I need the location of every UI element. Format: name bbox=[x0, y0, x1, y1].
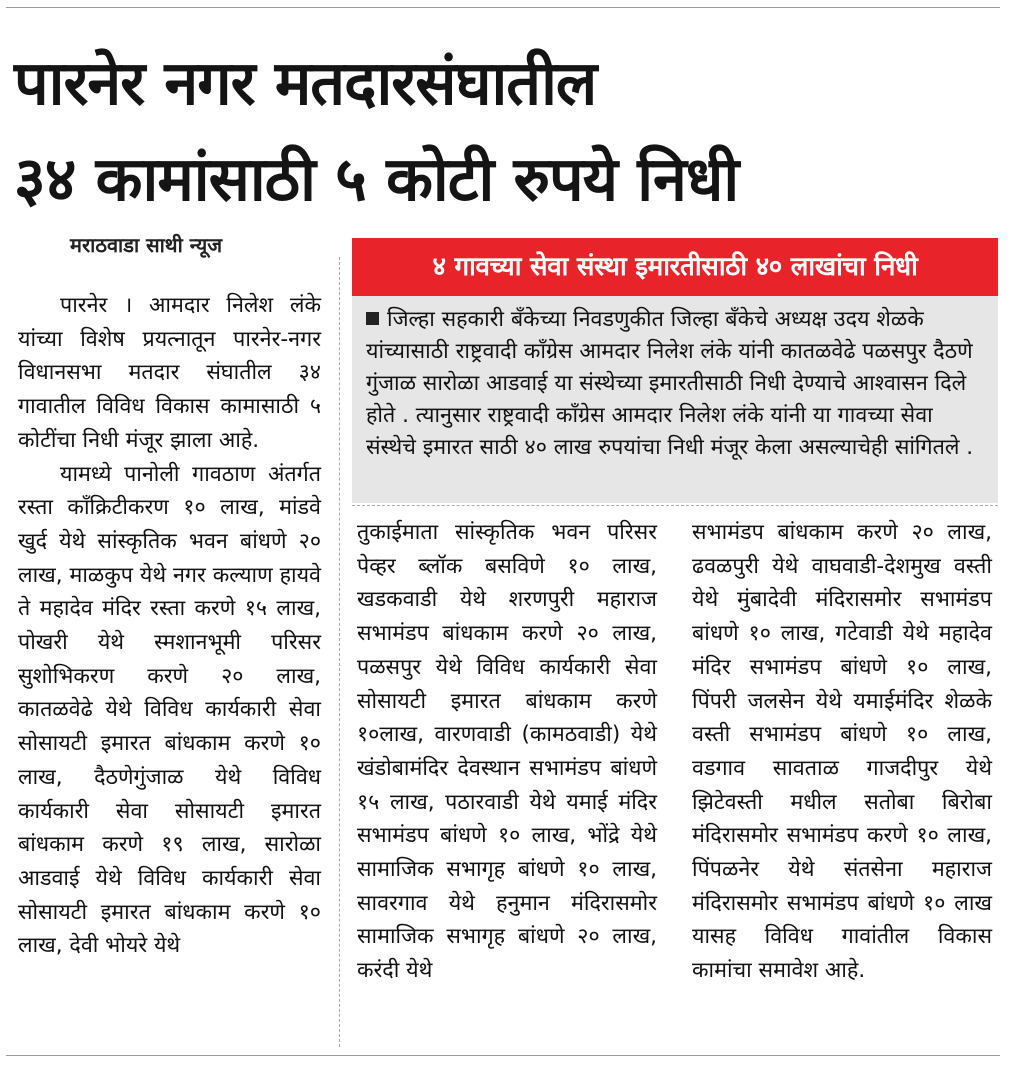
top-rule bbox=[6, 7, 1000, 8]
highlight-text: जिल्हा सहकारी बँकेच्या निवडणुकीत जिल्हा बँकेचे अध्यक्ष उदय शेळके यांच्यासाठी राष्ट्रवादी काँग्रेस आमदार निलेश लंके यांनी कातळवेढे पळसपुर दैठणे गुंजाळ सारोळा आडवाई या संस्थेच्या इमारतीसाठी निधी देण्याचे आश्वासन दिले होते . त्यानुसार राष्ट्रवादी काँग्रेस आमदार निलेश लंके यांनी या गावच्या सेवा संस्थेचे इमारत साठी ४० लाख रुपयांचा निधी मंजूर केला असल्याचेही सांगितले . bbox=[366, 307, 974, 460]
article-column-3-text: सभामंडप बांधकाम करणे २० लाख, ढवळपुरी येथे वाघवाडी-देशमुख वस्ती येथे मुंबादेवी मंदिरासमोर सभामंडप बांधणे १० लाख, गटेवाडी येथे महादेव मंदिर सभामंडप बांधणे १० लाख, पिंपरी जलसेन येथे यमाईमंदिर शेळके वस्ती सभामंडप बांधणे १० लाख, वडगाव सावताळ गाजदीपुर येथे झिटेवस्ती मधील सतोबा बिरोबा मंदिरासमोर सभामंडप करणे १० लाख, पिंपळनेर येथे संतसेना महाराज मंदिरासमोर सभामंडप बांधणे १० लाख यासह विविध गावांतील विकास कामांचा समावेश आहे. bbox=[692, 520, 992, 984]
bullet-square-icon bbox=[366, 312, 379, 325]
article-paragraph-details: यामध्ये पानोली गावठाण अंतर्गत रस्ता काँक्रिटीकरण १० लाख, मांडवे खुर्द येथे सांस्कृतिक भवन बांधणे २० लाख, माळकुप येथे नगर कल्याण हायवे ते महादेव मंदिर रस्ता करणे १५ लाख, पोखरी येथे स्मशानभूमी परिसर सुशोभिकरण करणे २० लाख, कातळवेढे येथे विविध कार्यकारी सेवा सोसायटी इमारत बांधकाम करणे १० लाख, दैठणेगुंजाळ येथे विविध कार्यकारी सेवा सोसायटी इमारत बांधकाम करणे १९ लाख, सारोळा आडवाई येथे विविध कार्यकारी सेवा सोसायटी इमारत बांधकाम करणे १० लाख, देवी भोयरे येथे bbox=[18, 461, 321, 959]
headline-line-1: पारनेर नगर मतदारसंघातील bbox=[14, 48, 597, 119]
bottom-rule bbox=[6, 1055, 1000, 1056]
highlight-box bbox=[352, 296, 998, 503]
headline-line-2: ३४ कामांसाठी ५ कोटी रुपये निधी bbox=[14, 144, 739, 215]
subheadline-banner: ४ गावच्या सेवा संस्था इमारतीसाठी ४० लाखांचा निधी bbox=[352, 238, 998, 296]
box-bottom-divider bbox=[352, 505, 998, 506]
article-column-2-text: तुकाईमाता सांस्कृतिक भवन परिसर पेव्हर ब्लॉक बसविणे १० लाख, खडकवाडी येथे शरणपुरी महाराज सभामंडप बांधकाम करणे २० लाख, पळसपुर येथे विविध कार्यकारी सेवा सोसायटी इमारत बांधकाम करणे १०लाख, वारणवाडी (कामठवाडी) येथे खंडोबामंदिर देवस्थान सभामंडप बांधणे १५ लाख, पठारवाडी येथे यमाई मंदिर सभामंडप बांधणे १० लाख, भोंद्रे येथे सामाजिक सभागृह बांधणे १० लाख, सावरगाव येथे हनुमान मंदिरासमोर सामाजिक सभागृह बांधणे २० लाख, करंदी येथे bbox=[357, 520, 657, 984]
article-column-1 bbox=[18, 289, 321, 963]
headline bbox=[14, 36, 999, 228]
column-divider bbox=[339, 257, 340, 1047]
article-column-2 bbox=[357, 516, 657, 988]
article-column-3 bbox=[692, 516, 992, 988]
highlight-text-paragraph bbox=[352, 296, 998, 464]
byline: मराठवाडा साथी न्यूज bbox=[70, 233, 223, 257]
article-paragraph-intro: पारनेर । आमदार निलेश लंके यांच्या विशेष प्रयत्नातून पारनेर-नगर विधानसभा मतदार संघातील ३४ गावातील विविध विकास कामासाठी ५ कोटींचा निधी मंजूर झाला आहे. bbox=[18, 293, 321, 453]
